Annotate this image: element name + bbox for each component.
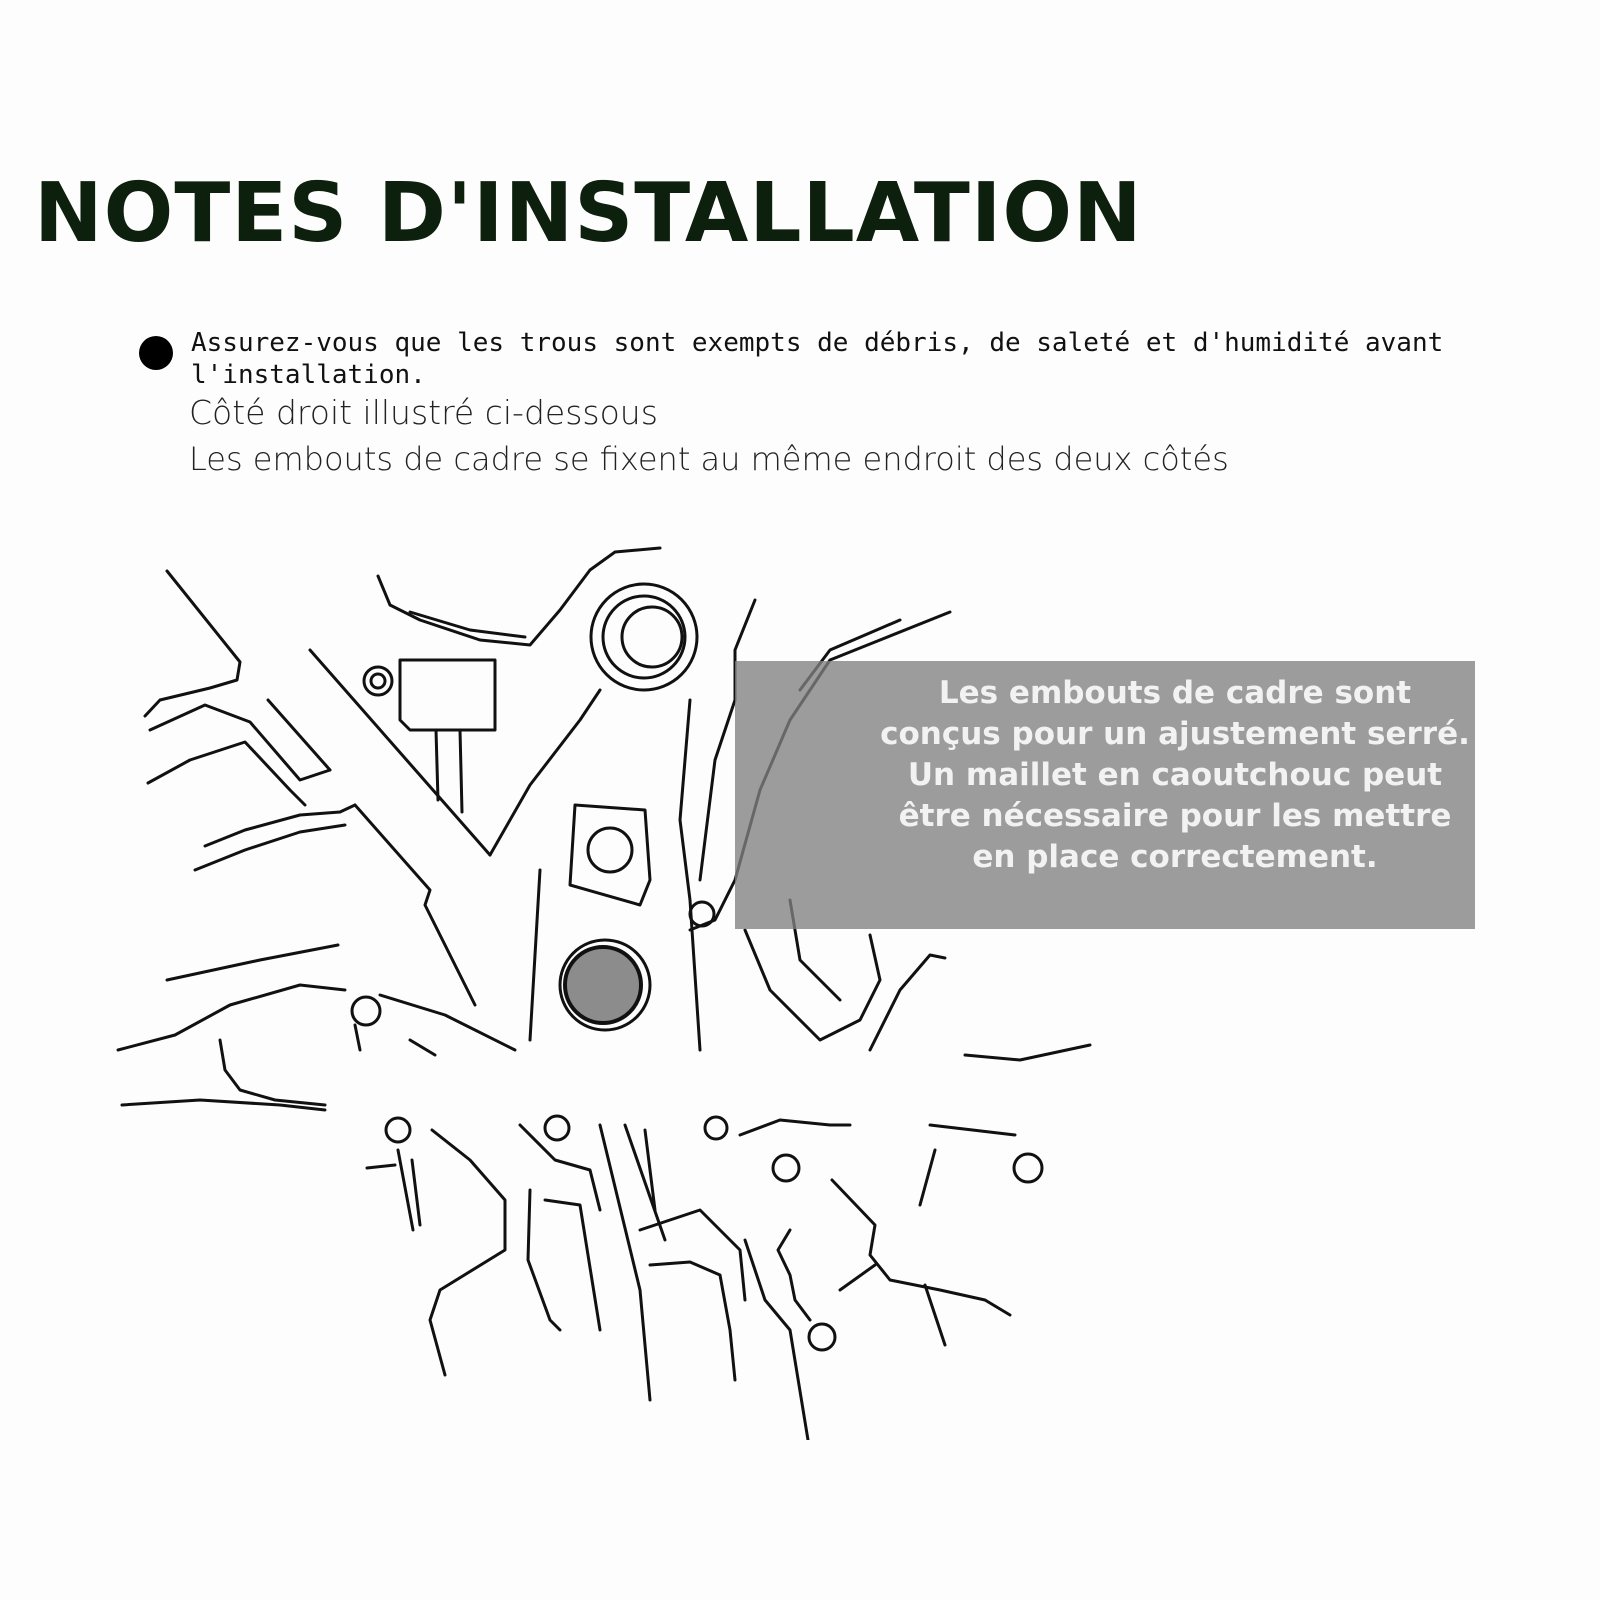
drawing-line — [920, 1150, 935, 1205]
drawing-line — [145, 571, 240, 716]
drawing-boss — [622, 607, 682, 667]
bullet-icon — [139, 336, 173, 370]
drawing-line — [118, 985, 345, 1050]
frame-line-drawing — [0, 520, 1600, 1440]
drawing-line — [490, 690, 600, 855]
right-side-note: Côté droit illustré ci-dessous — [189, 393, 658, 432]
drawing-line — [740, 1120, 850, 1135]
drawing-line — [570, 805, 650, 905]
drawing-bolt — [364, 667, 392, 695]
drawing-line — [400, 660, 495, 730]
drawing-bolt — [545, 1116, 569, 1140]
drawing-bolt — [773, 1155, 799, 1181]
drawing-bolt — [1014, 1154, 1042, 1182]
drawing-line — [148, 742, 305, 805]
drawing-line — [367, 1165, 395, 1168]
drawing-line — [650, 1262, 735, 1380]
drawing-line — [520, 1125, 600, 1210]
drawing-line — [378, 548, 660, 645]
drawing-line — [410, 1040, 435, 1055]
drawing-bolt — [588, 828, 632, 872]
drawing-line — [530, 870, 540, 1040]
drawing-line — [925, 1285, 945, 1345]
drawing-line — [528, 1190, 560, 1330]
drawing-line — [430, 1130, 505, 1375]
drawing-line — [460, 730, 462, 812]
drawing-bolt — [705, 1117, 727, 1139]
drawing-line — [600, 1125, 650, 1400]
drawing-line — [167, 945, 338, 980]
drawing-line — [412, 1160, 420, 1225]
drawing-line — [268, 700, 330, 770]
drawing-line — [220, 1040, 325, 1105]
drawing-line — [680, 700, 700, 1050]
page-title: NOTES D'INSTALLATION — [34, 166, 1143, 261]
drawing-bolt — [371, 674, 385, 688]
drawing-line — [778, 1230, 810, 1320]
drawing-bolt — [352, 997, 380, 1025]
callout-text: Les embouts de cadre sont conçus pour un ajustement serré. Un maillet en caoutchouc peut être nécessaire pour les mettre en place correctement. — [880, 675, 1470, 875]
drawing-line — [965, 1045, 1090, 1060]
drawing-bolt — [386, 1118, 410, 1142]
drawing-line — [410, 612, 525, 637]
drawing-line — [930, 1125, 1015, 1135]
frame-cap — [565, 947, 641, 1023]
drawing-bolt — [809, 1324, 835, 1350]
both-sides-note: Les embouts de cadre se fixent au même endroit des deux côtés — [189, 440, 1229, 478]
drawing-line — [380, 995, 515, 1050]
drawing-line — [840, 1265, 875, 1290]
drawing-line — [545, 1200, 600, 1330]
drawing-line — [745, 1240, 808, 1440]
drawing-line — [870, 955, 945, 1050]
drawing-line — [195, 825, 345, 870]
drawing-line — [355, 805, 475, 1005]
drawing-line — [745, 930, 880, 1040]
drawing-line — [436, 730, 438, 800]
drawing-line — [355, 1025, 360, 1050]
bullet-note: Assurez-vous que les trous sont exempts de débris, de saleté et d'humidité avant l'installation. — [191, 328, 1444, 390]
drawing-line — [640, 1210, 745, 1300]
